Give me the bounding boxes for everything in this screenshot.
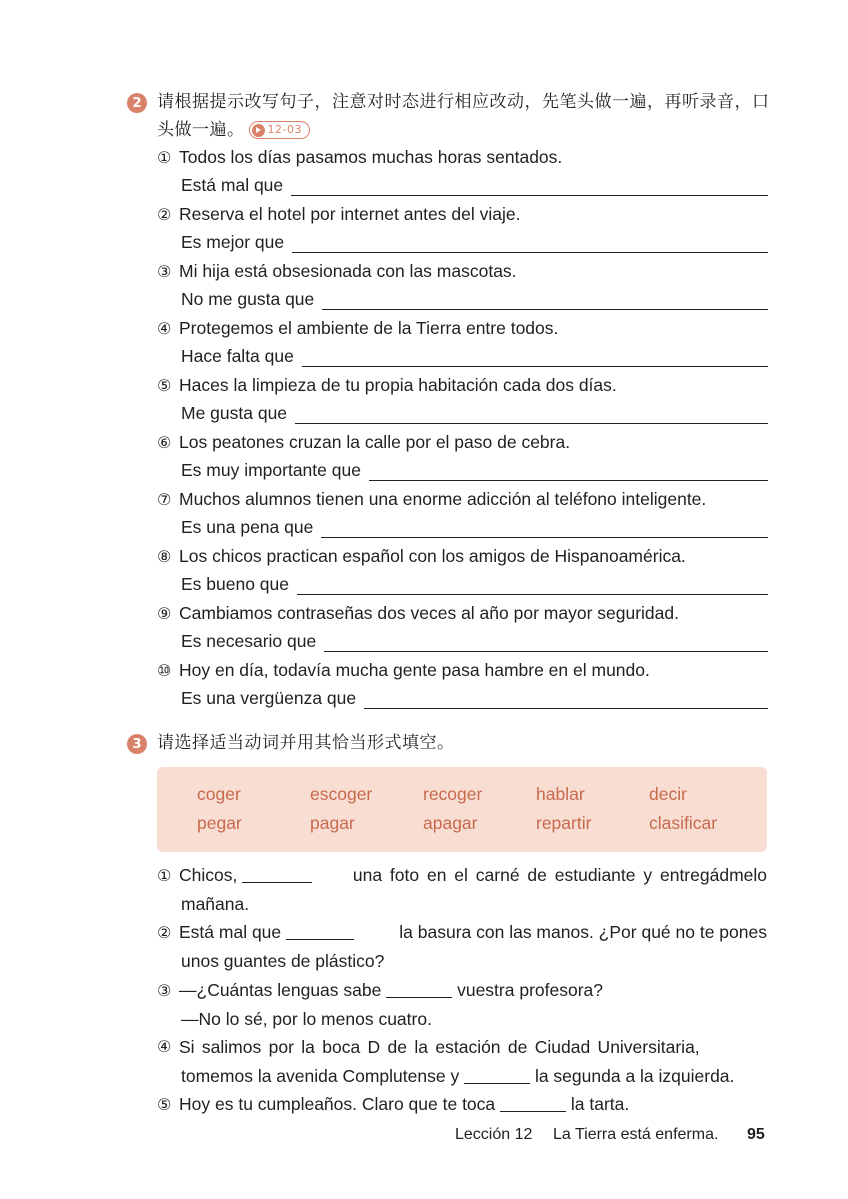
item-text: Hoy es tu cumpleaños. Claro que te toca (179, 1094, 496, 1114)
exercise-2-answer-row (181, 630, 768, 652)
play-icon (252, 124, 265, 137)
answer-line[interactable] (297, 576, 768, 595)
exercise-2-answer-row (181, 687, 768, 709)
answer-prompt: Es una vergüenza que (181, 688, 357, 708)
item-marker: ① (157, 148, 172, 167)
exercise-2-answer-row (181, 288, 768, 310)
word-bank-item: decir (649, 784, 687, 804)
word-bank-item: clasificar (649, 813, 718, 833)
exercise-2-answer-row (181, 573, 768, 595)
exercise-3-item-3 (157, 979, 603, 1002)
answer-prompt: Es bueno que (181, 574, 290, 594)
item-sentence: Los chicos practican español con los amigos de Hispanoamérica. (179, 546, 686, 566)
item-marker: ⑦ (157, 490, 172, 509)
exercise-2-answer-row (181, 459, 768, 481)
item-sentence: Protegemos el ambiente de la Tierra entre todos. (179, 318, 559, 338)
exercise-2-item (157, 374, 617, 397)
exercise-3-item-3-cont: —No lo sé, por lo menos cuatro. (181, 1009, 432, 1029)
word-bank (157, 767, 767, 852)
word-bank-item: hablar (536, 784, 585, 804)
item-marker: ② (157, 205, 172, 224)
item-marker: ① (157, 866, 172, 885)
item-text: la segunda a la izquierda. (534, 1066, 735, 1086)
item-marker: ② (157, 923, 172, 942)
instruction-line-2 (157, 116, 770, 144)
exercise-2-item (157, 602, 679, 625)
word-bank-item: coger (197, 784, 241, 804)
fill-blank[interactable] (386, 981, 452, 998)
footer-lesson: Lección 12 (455, 1126, 533, 1143)
exercise-2-answer-row (181, 231, 768, 253)
answer-line[interactable] (295, 405, 768, 424)
exercise-2-answer-row (181, 345, 768, 367)
answer-prompt: Es necesario que (181, 631, 317, 651)
exercise-2-item (157, 488, 706, 511)
item-text: Si salimos por la boca D de la estación de Ciudad Universitaria, (179, 1037, 700, 1057)
word-bank-item: repartir (536, 813, 592, 833)
answer-line[interactable] (322, 291, 768, 310)
item-sentence: Haces la limpieza de tu propia habitación cada dos días. (179, 375, 617, 395)
audio-track-label: 12-03 (267, 123, 302, 136)
exercise-3-item-4-cont (181, 1065, 734, 1087)
word-bank-item: pegar (197, 813, 242, 833)
page-number: 95 (747, 1126, 765, 1143)
answer-prompt: Está mal que (181, 175, 284, 195)
answer-prompt: Es muy importante que (181, 460, 361, 480)
exercise-2-item (157, 431, 570, 454)
word-bank-item: apagar (423, 813, 478, 833)
item-sentence: Cambiamos contraseñas dos veces al año por mayor seguridad. (179, 603, 679, 623)
word-bank-item: recoger (423, 784, 483, 804)
item-sentence: Todos los días pasamos muchas horas sentados. (179, 147, 563, 167)
item-sentence: Los peatones cruzan la calle por el paso de cebra. (179, 432, 571, 452)
item-text: —¿Cuántas lenguas sabe (179, 980, 382, 1000)
answer-prompt: Es una pena que (181, 517, 314, 537)
answer-prompt: Hace falta que (181, 346, 294, 366)
exercise-2-item (157, 146, 562, 169)
item-text: Está mal que (179, 922, 282, 942)
instruction-line-1: 请根据提示改写句子，注意对时态进行相应改动，先笔头做一遍，再听录音，口 (157, 92, 770, 112)
fill-blank[interactable] (286, 923, 354, 940)
fill-blank[interactable] (242, 866, 312, 883)
instruction-line-2-text: 头做一遍。 (157, 120, 245, 140)
exercise-2-answer-row (181, 174, 768, 196)
item-marker: ⑩ (157, 661, 172, 680)
exercise-3-item-1 (157, 864, 767, 887)
exercise-3-item-2 (157, 921, 767, 944)
exercise-3-item-4 (157, 1036, 767, 1058)
answer-line[interactable] (302, 348, 768, 367)
exercise-3-instruction: 请选择适当动词并用其恰当形式填空。 (157, 733, 455, 753)
item-marker: ⑨ (157, 604, 172, 623)
fill-blank[interactable] (464, 1067, 530, 1084)
exercise-2-badge: 2 (127, 93, 147, 113)
footer-title: La Tierra está enferma. (553, 1126, 719, 1143)
item-sentence: Hoy en día, todavía mucha gente pasa hambre en el mundo. (179, 660, 650, 680)
answer-line[interactable] (291, 177, 768, 196)
exercise-2-item (157, 545, 686, 568)
exercise-3-item-1-cont: mañana. (181, 894, 250, 914)
item-marker: ④ (157, 1037, 172, 1056)
item-marker: ③ (157, 262, 172, 281)
item-text: tomemos la avenida Complutense y (181, 1066, 460, 1086)
item-text: la tarta. (570, 1094, 630, 1114)
word-bank-item: pagar (310, 813, 355, 833)
item-marker: ⑧ (157, 547, 172, 566)
answer-line[interactable] (369, 462, 768, 481)
word-bank-item: escoger (310, 784, 373, 804)
item-marker: ⑤ (157, 1095, 172, 1114)
item-marker: ⑥ (157, 433, 172, 452)
answer-prompt: Me gusta que (181, 403, 288, 423)
exercise-3-item-5 (157, 1093, 629, 1116)
answer-line[interactable] (321, 519, 768, 538)
item-marker: ④ (157, 319, 172, 338)
item-sentence: Reserva el hotel por internet antes del viaje. (179, 204, 521, 224)
answer-line[interactable] (324, 633, 768, 652)
item-sentence: Mi hija está obsesionada con las mascotas. (179, 261, 517, 281)
item-marker: ③ (157, 981, 172, 1000)
fill-blank[interactable] (500, 1095, 566, 1112)
answer-prompt: No me gusta que (181, 289, 315, 309)
item-text: vuestra profesora? (457, 980, 604, 1000)
exercise-2-item (157, 203, 520, 226)
exercise-2-item (157, 659, 650, 682)
audio-track-button[interactable] (249, 121, 310, 139)
exercise-2-item (157, 260, 517, 283)
item-marker: ⑤ (157, 376, 172, 395)
exercise-2-answer-row (181, 516, 768, 538)
item-text: una foto en el carné de estudiante y entregádmelo (352, 865, 767, 885)
answer-line[interactable] (364, 690, 768, 709)
exercise-2-answer-row (181, 402, 768, 424)
exercise-2-item (157, 317, 558, 340)
item-text: la basura con las manos. ¿Por qué no te pones (399, 922, 767, 942)
answer-prompt: Es mejor que (181, 232, 285, 252)
item-sentence: Muchos alumnos tienen una enorme adicción al teléfono inteligente. (179, 489, 707, 509)
answer-line[interactable] (292, 234, 768, 253)
item-text: Chicos, (179, 865, 238, 885)
exercise-3-item-2-cont: unos guantes de plástico? (181, 951, 385, 971)
exercise-3-badge: 3 (127, 734, 147, 754)
exercise-2-instruction (157, 88, 770, 144)
